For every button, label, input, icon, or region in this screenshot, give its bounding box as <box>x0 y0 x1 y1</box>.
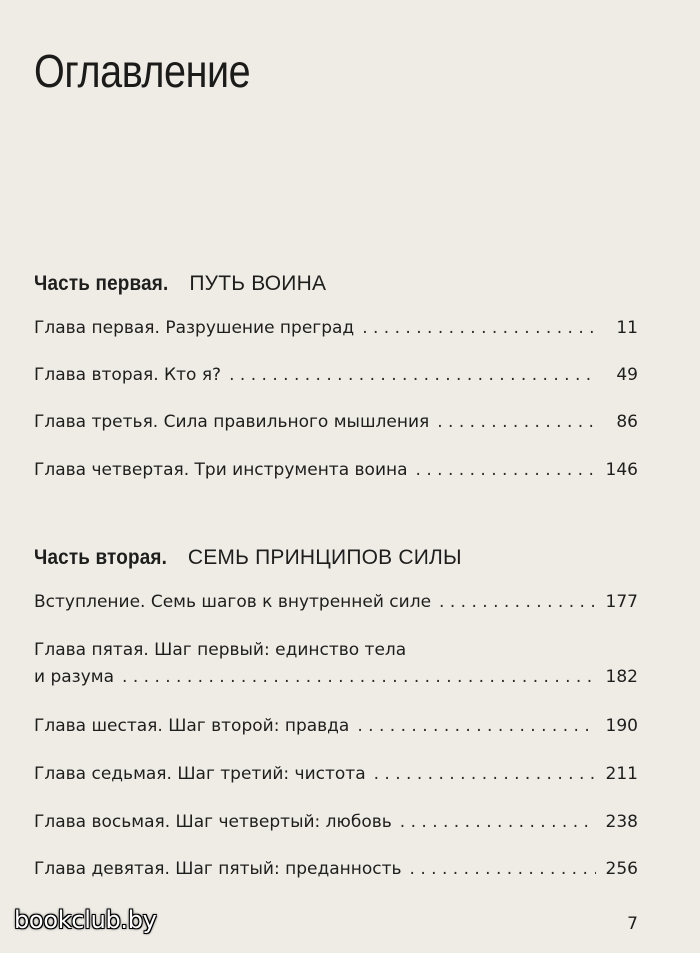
toc-entry-page: 146 <box>605 460 638 480</box>
toc-entry-chapter-3[interactable] <box>34 412 638 432</box>
toc-entry-chapter-2[interactable] <box>34 365 638 385</box>
toc-entry-chapter-1[interactable] <box>34 318 638 338</box>
toc-entry-label: Глава четвертая. Три инструмента воина <box>34 460 408 480</box>
site-watermark: bookclub.by <box>14 906 157 934</box>
toc-entry-page: 182 <box>605 667 638 687</box>
dot-leader <box>374 764 596 784</box>
part-2-heading <box>34 546 462 570</box>
part-2-name: СЕМЬ ПРИНЦИПОВ СИЛЫ <box>187 546 462 569</box>
dot-leader <box>362 318 596 338</box>
toc-entry-page: 256 <box>605 859 638 879</box>
toc-entry-label: Глава седьмая. Шаг третий: чистота <box>34 764 366 784</box>
page-title: Оглавление <box>34 45 251 97</box>
toc-entry-chapter-5-line-1[interactable]: Глава пятая. Шаг первый: единство тела <box>34 640 407 660</box>
dot-leader <box>439 592 596 612</box>
part-1-name: ПУТЬ ВОИНА <box>189 272 327 295</box>
part-1-heading <box>34 272 326 296</box>
toc-entry-page: 11 <box>616 318 638 338</box>
toc-entry-page: 86 <box>616 412 638 432</box>
dot-leader <box>437 412 596 432</box>
toc-entry-label: Вступление. Семь шагов к внутренней силе <box>34 592 432 612</box>
toc-entry-label: Глава шестая. Шаг второй: правда <box>34 716 350 736</box>
toc-entry-chapter-5[interactable] <box>34 667 638 687</box>
toc-entry-label: Глава восьмая. Шаг четвертый: любовь <box>34 812 392 832</box>
toc-entry-label: Глава третья. Сила правильного мышления <box>34 412 430 432</box>
part-1-number: Часть первая. <box>34 272 169 295</box>
page-number: 7 <box>627 914 638 934</box>
toc-entry-page: 177 <box>605 592 638 612</box>
dot-leader <box>400 812 596 832</box>
toc-entry-label: Глава первая. Разрушение преград <box>34 318 355 338</box>
toc-entry-page: 211 <box>605 764 638 784</box>
toc-entry-chapter-8[interactable] <box>34 812 638 832</box>
dot-leader <box>122 667 596 687</box>
toc-entry-introduction[interactable] <box>34 592 638 612</box>
toc-entry-page: 49 <box>616 365 638 385</box>
toc-entry-label: Глава девятая. Шаг пятый: преданность <box>34 859 402 879</box>
part-2-number: Часть вторая. <box>34 546 168 569</box>
toc-entry-chapter-4[interactable] <box>34 460 638 480</box>
toc-entry-page: 190 <box>605 716 638 736</box>
toc-entry-page: 238 <box>605 812 638 832</box>
toc-entry-chapter-6[interactable] <box>34 716 638 736</box>
toc-entry-chapter-7[interactable] <box>34 764 638 784</box>
toc-entry-label: и разума <box>34 667 115 687</box>
dot-leader <box>416 460 596 480</box>
dot-leader <box>410 859 596 879</box>
dot-leader <box>229 365 596 385</box>
dot-leader <box>357 716 596 736</box>
toc-entry-label: Глава вторая. Кто я? <box>34 365 222 385</box>
toc-entry-chapter-9[interactable] <box>34 859 638 879</box>
